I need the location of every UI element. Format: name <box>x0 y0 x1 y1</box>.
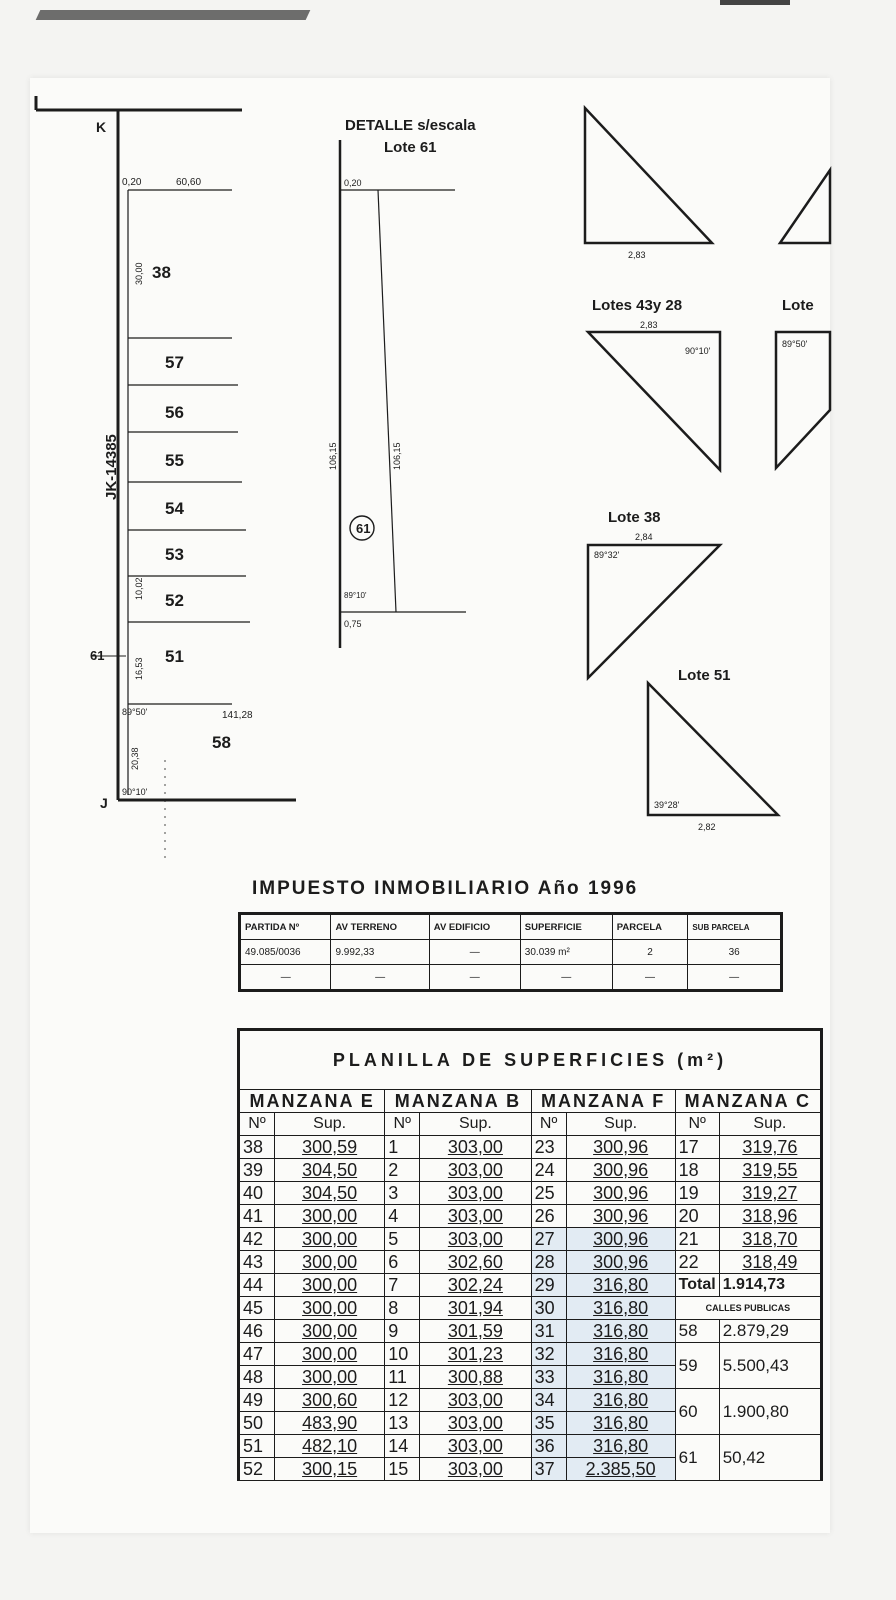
table-row <box>239 1343 822 1366</box>
lot-52: 52 <box>165 591 184 610</box>
calle-surface: 50,42 <box>719 1435 821 1481</box>
lot-surface: 316,80 <box>566 1274 675 1297</box>
col-sup: Sup. <box>420 1113 531 1136</box>
lot-number: 28 <box>531 1251 566 1274</box>
lot-number: 9 <box>385 1320 420 1343</box>
planilla-title-row <box>239 1030 822 1090</box>
lot-number: 26 <box>531 1205 566 1228</box>
tri3-angle: 89°32' <box>594 550 620 560</box>
lot-number: 17 <box>675 1136 719 1159</box>
lot-number: 37 <box>531 1458 566 1481</box>
lot-number: 25 <box>531 1182 566 1205</box>
dim-020: 0,20 <box>122 177 142 188</box>
calle-surface: 5.500,43 <box>719 1343 821 1389</box>
dim-1002: 10,02 <box>134 577 144 600</box>
lot-number: 15 <box>385 1458 420 1481</box>
lot-number: 39 <box>239 1159 275 1182</box>
cell: — <box>688 965 782 991</box>
lot-number: 13 <box>385 1412 420 1435</box>
lot-surface: 300,88 <box>420 1366 531 1389</box>
col-sup: Sup. <box>275 1113 385 1136</box>
impuesto-header-row <box>240 914 782 940</box>
lot-surface: 2.385,50 <box>566 1458 675 1481</box>
title-lote51: Lote 51 <box>678 667 731 684</box>
lot-number: 50 <box>239 1412 275 1435</box>
lot-surface: 300,60 <box>275 1389 385 1412</box>
angle-90-10: 90°10' <box>122 787 148 797</box>
lot-number: 44 <box>239 1274 275 1297</box>
lot-53: 53 <box>165 545 184 564</box>
lot-number: 12 <box>385 1389 420 1412</box>
cell: — <box>331 965 429 991</box>
lot-surface: 300,96 <box>566 1228 675 1251</box>
lot-number: 3 <box>385 1182 420 1205</box>
lot-surface: 318,70 <box>719 1228 821 1251</box>
lot-number: 7 <box>385 1274 420 1297</box>
lot-number: 18 <box>675 1159 719 1182</box>
lot-number: 35 <box>531 1412 566 1435</box>
angle-89-50: 89°50' <box>122 707 148 717</box>
dim-6060: 60,60 <box>176 177 202 188</box>
calle-surface: 2.879,29 <box>719 1320 821 1343</box>
table-row <box>239 1136 822 1159</box>
lot-surface: 316,80 <box>566 1297 675 1320</box>
subparcela-value: 36 <box>688 940 782 965</box>
table-row <box>239 1320 822 1343</box>
lot-surface: 316,80 <box>566 1412 675 1435</box>
table-row <box>239 1159 822 1182</box>
lot-number: 6 <box>385 1251 420 1274</box>
lot-55: 55 <box>165 451 184 470</box>
lot-surface: 300,96 <box>566 1159 675 1182</box>
av-edificio-value: — <box>429 940 520 965</box>
lot-number: 51 <box>239 1435 275 1458</box>
lot-surface: 316,80 <box>566 1343 675 1366</box>
lot-surface: 303,00 <box>420 1159 531 1182</box>
lot-number: 34 <box>531 1389 566 1412</box>
lot-surface: 300,15 <box>275 1458 385 1481</box>
lot-number: 23 <box>531 1136 566 1159</box>
lot-number: 2 <box>385 1159 420 1182</box>
lot-surface: 300,96 <box>566 1136 675 1159</box>
table-row <box>239 1297 822 1320</box>
detalle-dim-right: 106,15 <box>392 442 402 470</box>
lot-surface: 300,00 <box>275 1205 385 1228</box>
lot-number: 5 <box>385 1228 420 1251</box>
lot-number: 8 <box>385 1297 420 1320</box>
lot-number: 49 <box>239 1389 275 1412</box>
col-no: Nº <box>239 1113 275 1136</box>
dim-1653: 16,53 <box>134 657 144 680</box>
lot-surface: 300,96 <box>566 1182 675 1205</box>
table-row <box>239 1274 822 1297</box>
header-superficie: SUPERFICIE <box>520 914 612 940</box>
lot-surface: 303,00 <box>420 1228 531 1251</box>
manzana-header-row <box>239 1090 822 1113</box>
lot-surface: 300,96 <box>566 1205 675 1228</box>
detalle-title: DETALLE s/escala <box>345 117 476 134</box>
manzana-f-header: MANZANA F <box>531 1090 675 1113</box>
lot-number: 48 <box>239 1366 275 1389</box>
tri2-angle: 90°10' <box>685 346 711 356</box>
manzana-e-header: MANZANA E <box>239 1090 385 1113</box>
calle-number: 58 <box>675 1320 719 1343</box>
lot-surface: 300,00 <box>275 1366 385 1389</box>
planilla-table <box>237 1028 823 1481</box>
lot-number: 45 <box>239 1297 275 1320</box>
lot-number: 31 <box>531 1320 566 1343</box>
lot-surface: 303,00 <box>420 1435 531 1458</box>
lot-number: 32 <box>531 1343 566 1366</box>
lot-number: 27 <box>531 1228 566 1251</box>
parcela-value: 2 <box>612 940 688 965</box>
col-no: Nº <box>531 1113 566 1136</box>
lot-surface: 304,50 <box>275 1182 385 1205</box>
lot-number: 11 <box>385 1366 420 1389</box>
dim-14128: 141,28 <box>222 710 253 721</box>
detalle-angle-bottom: 89°10' <box>344 591 367 600</box>
lot-surface: 303,00 <box>420 1205 531 1228</box>
corner-j: J <box>100 795 108 811</box>
lot-surface: 300,96 <box>566 1251 675 1274</box>
impuesto-title: IMPUESTO INMOBILIARIO Año 1996 <box>252 878 639 899</box>
street-label: JK-14385 <box>103 434 120 500</box>
partida-value: 49.085/0036 <box>240 940 331 965</box>
lot-number: 19 <box>675 1182 719 1205</box>
header-subparcela: SUB PARCELA <box>688 914 782 940</box>
planilla-title: PLANILLA DE SUPERFICIES (m²) <box>239 1030 822 1090</box>
calle-number: 60 <box>675 1389 719 1435</box>
lot-surface: 301,59 <box>420 1320 531 1343</box>
calle-number: 61 <box>675 1435 719 1481</box>
calles-publicas-label: CALLES PUBLICAS <box>675 1297 821 1320</box>
lot-number: 29 <box>531 1274 566 1297</box>
impuesto-table <box>238 912 783 992</box>
tri5-angle: 89°50' <box>782 339 808 349</box>
cell: — <box>240 965 331 991</box>
impuesto-row-1 <box>240 940 782 965</box>
header-av-edificio: AV EDIFICIO <box>429 914 520 940</box>
lot-number: 40 <box>239 1182 275 1205</box>
lot-number: 33 <box>531 1366 566 1389</box>
lot-surface: 316,80 <box>566 1366 675 1389</box>
lot-number: 36 <box>531 1435 566 1458</box>
lot-number: 47 <box>239 1343 275 1366</box>
lot-surface: 318,96 <box>719 1205 821 1228</box>
corner-k: K <box>96 119 107 135</box>
lot-surface: 319,27 <box>719 1182 821 1205</box>
lot-surface: 302,60 <box>420 1251 531 1274</box>
lot-number: 30 <box>531 1297 566 1320</box>
calle-surface: 1.900,80 <box>719 1389 821 1435</box>
header-partida: PARTIDA Nº <box>240 914 331 940</box>
impuesto-row-2 <box>240 965 782 991</box>
lot-number: 1 <box>385 1136 420 1159</box>
table-row <box>239 1182 822 1205</box>
lot-surface: 301,23 <box>420 1343 531 1366</box>
lote61-marker: 61 <box>90 648 105 663</box>
lot-surface: 300,59 <box>275 1136 385 1159</box>
detalle-subtitle: Lote 61 <box>384 139 437 156</box>
lot-surface: 316,80 <box>566 1389 675 1412</box>
lot-surface: 301,94 <box>420 1297 531 1320</box>
column-header-row <box>239 1113 822 1136</box>
lot-number: 4 <box>385 1205 420 1228</box>
detalle-dim-left: 106,15 <box>328 442 338 470</box>
lot-number: 38 <box>239 1136 275 1159</box>
lot-surface: 482,10 <box>275 1435 385 1458</box>
detalle-circle-label: 61 <box>356 521 371 536</box>
manzana-b-header: MANZANA B <box>385 1090 531 1113</box>
table-row <box>239 1228 822 1251</box>
lot-surface: 319,76 <box>719 1136 821 1159</box>
table-row <box>239 1435 822 1458</box>
col-sup: Sup. <box>719 1113 821 1136</box>
tri4-angle: 39°28' <box>654 800 680 810</box>
cell: — <box>612 965 688 991</box>
lot-surface: 300,00 <box>275 1251 385 1274</box>
lot-number: 52 <box>239 1458 275 1481</box>
lot-number: 14 <box>385 1435 420 1458</box>
lot-51: 51 <box>165 647 184 666</box>
lot-surface: 304,50 <box>275 1159 385 1182</box>
table-row <box>239 1205 822 1228</box>
table-row <box>239 1389 822 1412</box>
title-lotes43: Lotes 43y 28 <box>592 297 683 314</box>
cell: — <box>520 965 612 991</box>
lot-number: 24 <box>531 1159 566 1182</box>
tri1-base: 2,83 <box>628 250 646 260</box>
lot-number: 42 <box>239 1228 275 1251</box>
cell: — <box>429 965 520 991</box>
lot-surface: 303,00 <box>420 1458 531 1481</box>
manzana-c-header: MANZANA C <box>675 1090 821 1113</box>
dim-2038: 20,38 <box>130 747 140 770</box>
dim-3000: 30,00 <box>134 262 144 285</box>
col-sup: Sup. <box>566 1113 675 1136</box>
lot-57: 57 <box>165 353 184 372</box>
title-lote-right: Lote <box>782 297 814 314</box>
lot-number: 46 <box>239 1320 275 1343</box>
tri2-top: 2,83 <box>640 320 658 330</box>
header-av-terreno: AV TERRENO <box>331 914 429 940</box>
header-parcela: PARCELA <box>612 914 688 940</box>
lot-surface: 300,00 <box>275 1297 385 1320</box>
lot-surface: 302,24 <box>420 1274 531 1297</box>
lot-54: 54 <box>165 499 184 518</box>
col-no: Nº <box>675 1113 719 1136</box>
lot-surface: 316,80 <box>566 1320 675 1343</box>
lot-surface: 319,55 <box>719 1159 821 1182</box>
lot-surface: 300,00 <box>275 1343 385 1366</box>
tri4-base: 2,82 <box>698 822 716 832</box>
detalle-dim-020: 0,20 <box>344 178 362 188</box>
lot-number: 22 <box>675 1251 719 1274</box>
total-label: Total <box>675 1274 719 1297</box>
av-terreno-value: 9.992,33 <box>331 940 429 965</box>
col-no: Nº <box>385 1113 420 1136</box>
superficie-value: 30.039 m² <box>520 940 612 965</box>
lot-38: 38 <box>152 263 171 282</box>
lot-surface: 483,90 <box>275 1412 385 1435</box>
detalle-dim-075: 0,75 <box>344 619 362 629</box>
lot-surface: 300,00 <box>275 1228 385 1251</box>
lot-surface: 316,80 <box>566 1435 675 1458</box>
lot-number: 20 <box>675 1205 719 1228</box>
lot-56: 56 <box>165 403 184 422</box>
calle-number: 59 <box>675 1343 719 1389</box>
lot-surface: 303,00 <box>420 1136 531 1159</box>
lot-surface: 303,00 <box>420 1182 531 1205</box>
lot-number: 43 <box>239 1251 275 1274</box>
lot-58: 58 <box>212 733 231 752</box>
total-value: 1.914,73 <box>719 1274 821 1297</box>
title-lote38: Lote 38 <box>608 509 661 526</box>
lot-number: 41 <box>239 1205 275 1228</box>
lot-number: 21 <box>675 1228 719 1251</box>
lot-number: 10 <box>385 1343 420 1366</box>
lot-surface: 300,00 <box>275 1320 385 1343</box>
tri3-top: 2,84 <box>635 532 653 542</box>
lot-surface: 318,49 <box>719 1251 821 1274</box>
lot-surface: 303,00 <box>420 1389 531 1412</box>
lot-surface: 303,00 <box>420 1412 531 1435</box>
lot-surface: 300,00 <box>275 1274 385 1297</box>
table-row <box>239 1251 822 1274</box>
